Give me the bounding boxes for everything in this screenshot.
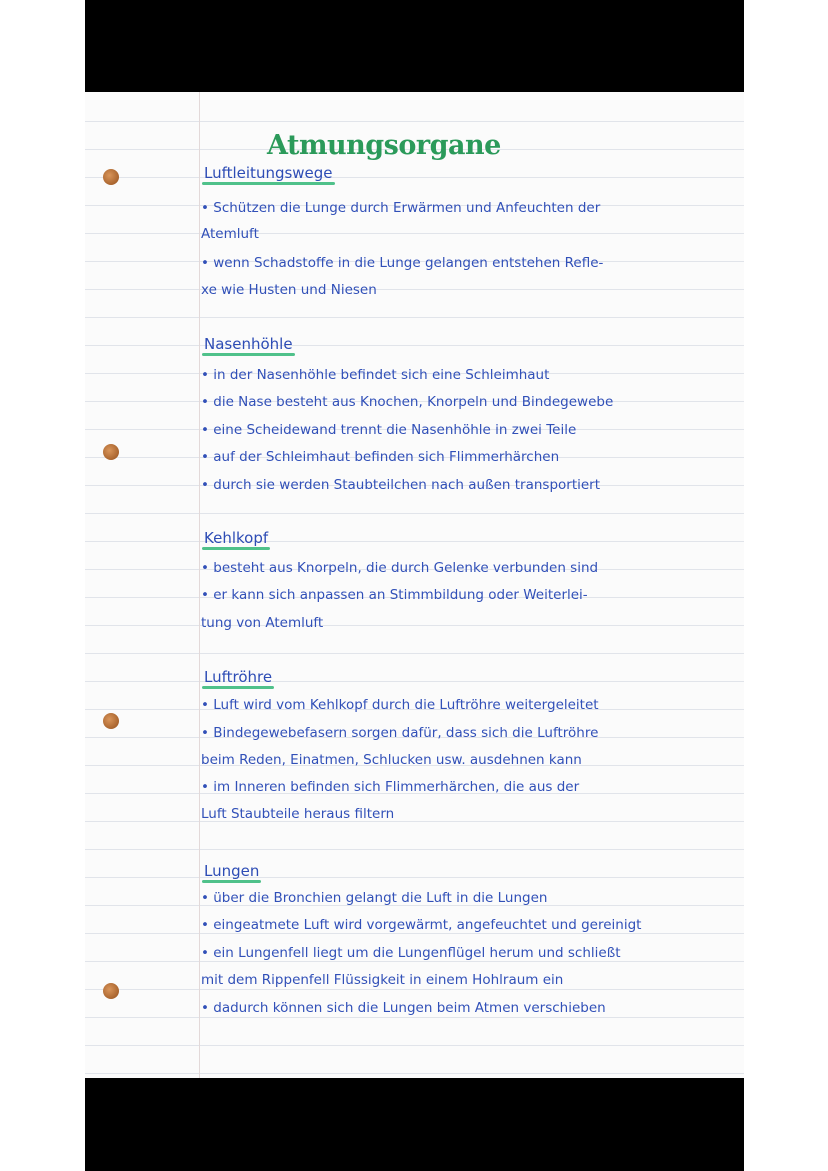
text-line: • die Nase besteht aus Knochen, Knorpeln und Bindegewebe — [201, 394, 614, 410]
text-line: beim Reden, Einatmen, Schlucken usw. ausdehnen kann — [201, 752, 582, 768]
page-title: Atmungsorgane — [267, 130, 501, 161]
punch-hole — [103, 983, 119, 999]
text-line: • in der Nasenhöhle befindet sich eine Schleimhaut — [201, 367, 550, 383]
section-heading-kehlkopf: Kehlkopf — [204, 529, 269, 547]
text-line: • über die Bronchien gelangt die Luft in die Lungen — [201, 890, 548, 906]
text-line: xe wie Husten und Niesen — [201, 282, 377, 298]
punch-hole — [103, 169, 119, 185]
text-line: • eingeatmete Luft wird vorgewärmt, angefeuchtet und gereinigt — [201, 917, 642, 933]
margin-line — [199, 92, 200, 1078]
text-line: • wenn Schadstoffe in die Lunge gelangen entstehen Refle- — [201, 255, 604, 271]
text-line: mit dem Rippenfell Flüssigkeit in einem Hohlraum ein — [201, 972, 564, 988]
notebook-page — [85, 92, 744, 1078]
text-line: • Schützen die Lunge durch Erwärmen und Anfeuchten der — [201, 200, 601, 216]
bottom-black-bar — [85, 1078, 744, 1171]
text-line: Atemluft — [201, 226, 259, 242]
text-line: • auf der Schleimhaut befinden sich Flimmerhärchen — [201, 449, 560, 465]
text-line: • ein Lungenfell liegt um die Lungenflügel herum und schließt — [201, 945, 621, 961]
top-black-bar — [85, 0, 744, 92]
text-line: • Luft wird vom Kehlkopf durch die Luftröhre weitergeleitet — [201, 697, 599, 713]
text-line: • im Inneren befinden sich Flimmerhärchen, die aus der — [201, 779, 580, 795]
text-line: • er kann sich anpassen an Stimmbildung oder Weiterlei- — [201, 587, 588, 603]
text-line: • dadurch können sich die Lungen beim Atmen verschieben — [201, 1000, 606, 1016]
section-heading-luftroehre: Luftröhre — [204, 668, 273, 686]
section-heading-lungen: Lungen — [204, 862, 260, 880]
text-line: • besteht aus Knorpeln, die durch Gelenke verbunden sind — [201, 560, 599, 576]
text-line: • durch sie werden Staubteilchen nach außen transportiert — [201, 477, 601, 493]
punch-hole — [103, 444, 119, 460]
section-heading-nasenhoehle: Nasenhöhle — [204, 335, 293, 353]
text-line: Luft Staubteile heraus filtern — [201, 806, 395, 822]
punch-hole — [103, 713, 119, 729]
text-line: • eine Scheidewand trennt die Nasenhöhle in zwei Teile — [201, 422, 577, 438]
text-line: tung von Atemluft — [201, 615, 324, 631]
text-line: • Bindegewebefasern sorgen dafür, dass sich die Luftröhre — [201, 725, 599, 741]
section-heading-luftleitungswege: Luftleitungswege — [204, 164, 333, 182]
